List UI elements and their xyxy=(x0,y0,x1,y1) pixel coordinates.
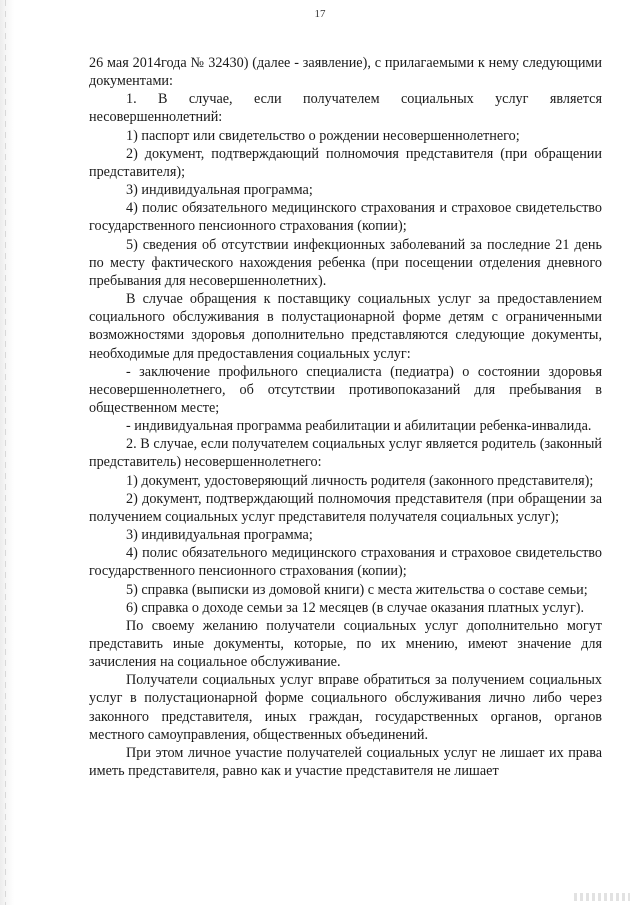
document-paragraph: 1) паспорт или свидетельство о рождении несовершеннолетнего; xyxy=(126,127,520,144)
document-paragraph: 3) индивидуальная программа; xyxy=(126,182,313,199)
document-paragraph: 4) полис обязательного медицинского страхования и страховое свидетельство государственного пенсионного страхования (копии); xyxy=(89,200,602,235)
document-paragraph: 1. В случае, если получателем социальных услуг является несовершеннолетний: xyxy=(89,91,602,126)
scan-edge-artifact xyxy=(0,0,14,905)
document-body xyxy=(89,54,602,780)
document-paragraph: - индивидуальная программа реабилитации и абилитации ребенка-инвалида. xyxy=(126,418,592,435)
document-paragraph: В случае обращения к поставщику социальных услуг за предоставлением социального обслуживания в полустационарной форме детям с ограниченными возможностями здоровья дополнительно представляются следующие документы, необходимые для предоставления социальных услуг: xyxy=(89,291,602,362)
document-paragraph: По своему желанию получатели социальных услуг дополнительно могут представить иные документы, которые, по их мнению, имеют значение для зачисления на социальное обслуживание. xyxy=(89,617,602,671)
document-paragraph: 4) полис обязательного медицинского страхования и страховое свидетельство государственного пенсионного страхования (копии); xyxy=(89,545,602,580)
document-paragraph: 6) справка о доходе семьи за 12 месяцев (в случае оказания платных услуг). xyxy=(126,599,585,616)
document-paragraph: 5) справка (выписки из домовой книги) с места жительства о составе семьи; xyxy=(126,581,588,598)
page-number: 17 xyxy=(314,8,326,20)
document-paragraph: 1) документ, удостоверяющий личность родителя (законного представителя); xyxy=(126,472,594,489)
document-paragraph: 26 мая 2014года № 32430) (далее - заявление), с прилагаемыми к нему следующими документами: xyxy=(89,55,602,90)
document-paragraph: 2) документ, подтверждающий полномочия представителя (при обращении представителя); xyxy=(89,145,602,180)
document-paragraph: Получатели социальных услуг вправе обратиться за получением социальных услуг в полустационарной форме социального обслуживания лично либо через законного представителя, иных граждан, государственных органов, органов местного самоуправления, общественных объединений. xyxy=(89,672,602,743)
document-paragraph: 2. В случае, если получателем социальных услуг является родитель (законный представитель) несовершеннолетнего: xyxy=(89,436,602,471)
document-paragraph: При этом личное участие получателей социальных услуг не лишает их права иметь представителя, равно как и участие представителя не лишает xyxy=(89,744,602,780)
document-paragraph: - заключение профильного специалиста (педиатра) о состоянии здоровья несовершеннолетнего, об отсутствии противопоказаний для пребывания в общественном месте; xyxy=(89,363,602,416)
document-paragraph: 2) документ, подтверждающий полномочия представителя (при обращении за получением социальных услуг представителя получателя социальных услуг); xyxy=(89,490,602,525)
document-paragraph: 5) сведения об отсутствии инфекционных заболеваний за последние 21 день по месту фактического нахождения ребенка (при посещении отделения дневного пребывания для несовершеннолетних). xyxy=(89,236,602,289)
document-paragraph: 3) индивидуальная программа; xyxy=(126,527,313,544)
scan-corner-artifact xyxy=(574,893,630,901)
